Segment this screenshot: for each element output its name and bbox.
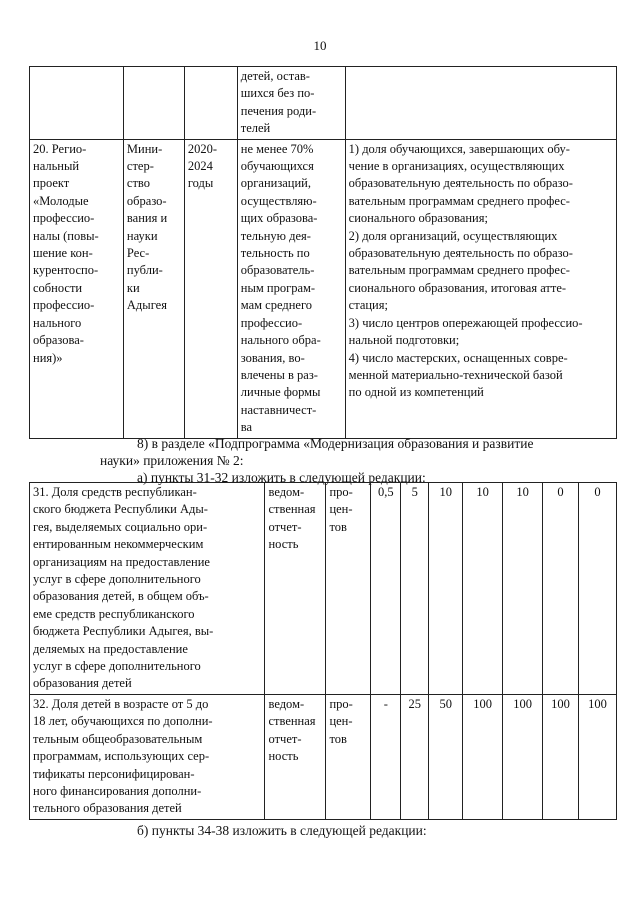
value-cell: 100 — [578, 694, 616, 819]
indicator-name-cell: 31. Доля средств республикан- ского бюджета Республики Ады- гея, выделяемых социально ори- ентированным некоммерческим организациям на предоставление услуг в сфере дополнительного образования детей, в общем объ- еме средств республиканского бюджета Республики Адыгея, вы- деляемых на предоставление услуг в сфере дополнительного образования детей — [30, 483, 265, 695]
unit-cell: про- цен- тов — [326, 694, 371, 819]
source-cell: ведом- ственная отчет- ность — [265, 694, 326, 819]
unit-cell: про- цен- тов — [326, 483, 371, 695]
value-cell: 0 — [578, 483, 616, 695]
value-cell: 0 — [543, 483, 579, 695]
indicator-name-cell: 32. Доля детей в возрасте от 5 до 18 лет, обучающихся по дополни- тельным общеобразовательным программам, использующих сер- тификаты персонифицирован- ного финансирования дополни- тельного образования детей — [30, 694, 265, 819]
value-cell: 5 — [401, 483, 429, 695]
table-cell — [123, 67, 184, 140]
value-cell: 25 — [401, 694, 429, 819]
value-cell: 10 — [503, 483, 543, 695]
value-cell: 100 — [463, 694, 503, 819]
target-cell: не менее 70% обучающихся организаций, осуществляю- щих образова- тельную дея- тельность по образователь- ным програм- мам среднего профессио- нального обра- зования, во- влечены в раз- личные формы наставничест- ва — [237, 139, 345, 438]
indicators-cell: 1) доля обучающихся, завершающих обу- чение в организациях, осуществляющих образовательную деятельность по образо- вательным программам среднего профес- сионального образования; 2) доля организаций, осуществляющих образовательную деятельность по образо- вательным программам среднего профес- сионального образования, итоговая атте- стация; 3) число центров опережающей профессио- нальной подготовки; 4) число мастерских, оснащенных совре- менной материально-технической базой по одной из компетенций — [345, 139, 616, 438]
page-number: 10 — [313, 38, 327, 53]
table-cell — [184, 67, 237, 140]
period-cell: 2020- 2024 годы — [184, 139, 237, 438]
indicators-table — [29, 482, 617, 820]
value-cell: 0,5 — [371, 483, 401, 695]
ministry-cell: Мини- стер- ство образо- вания и науки Рес- публи- ки Адыгея — [123, 139, 184, 438]
table-row — [30, 139, 617, 438]
table-row — [30, 483, 617, 695]
value-cell: 10 — [463, 483, 503, 695]
source-cell: ведом- ственная отчет- ность — [265, 483, 326, 695]
value-cell: 50 — [429, 694, 463, 819]
table-cell: детей, остав- шихся без по- печения роди- телей — [237, 67, 345, 140]
table-row — [30, 694, 617, 819]
value-cell: - — [371, 694, 401, 819]
program-table — [29, 66, 617, 439]
project-name-cell: 20. Регио- нальный проект «Молодые профессио- налы (повы- шение кон- курентоспо- собности профессио- нального образова- ния)» — [30, 139, 124, 438]
paragraph-8-line-1: 8) в разделе «Подпрограмма «Модернизация образования и развитие — [137, 436, 534, 451]
paragraph-8-line-2: науки» приложения № 2: — [100, 453, 244, 468]
table-cell — [345, 67, 616, 140]
value-cell: 100 — [503, 694, 543, 819]
table-row — [30, 67, 617, 140]
value-cell: 100 — [543, 694, 579, 819]
paragraph-a: а) пункты 31-32 изложить в следующей редакции: — [137, 470, 426, 485]
paragraph-b: б) пункты 34-38 изложить в следующей редакции: — [137, 823, 427, 838]
table-cell — [30, 67, 124, 140]
value-cell: 10 — [429, 483, 463, 695]
